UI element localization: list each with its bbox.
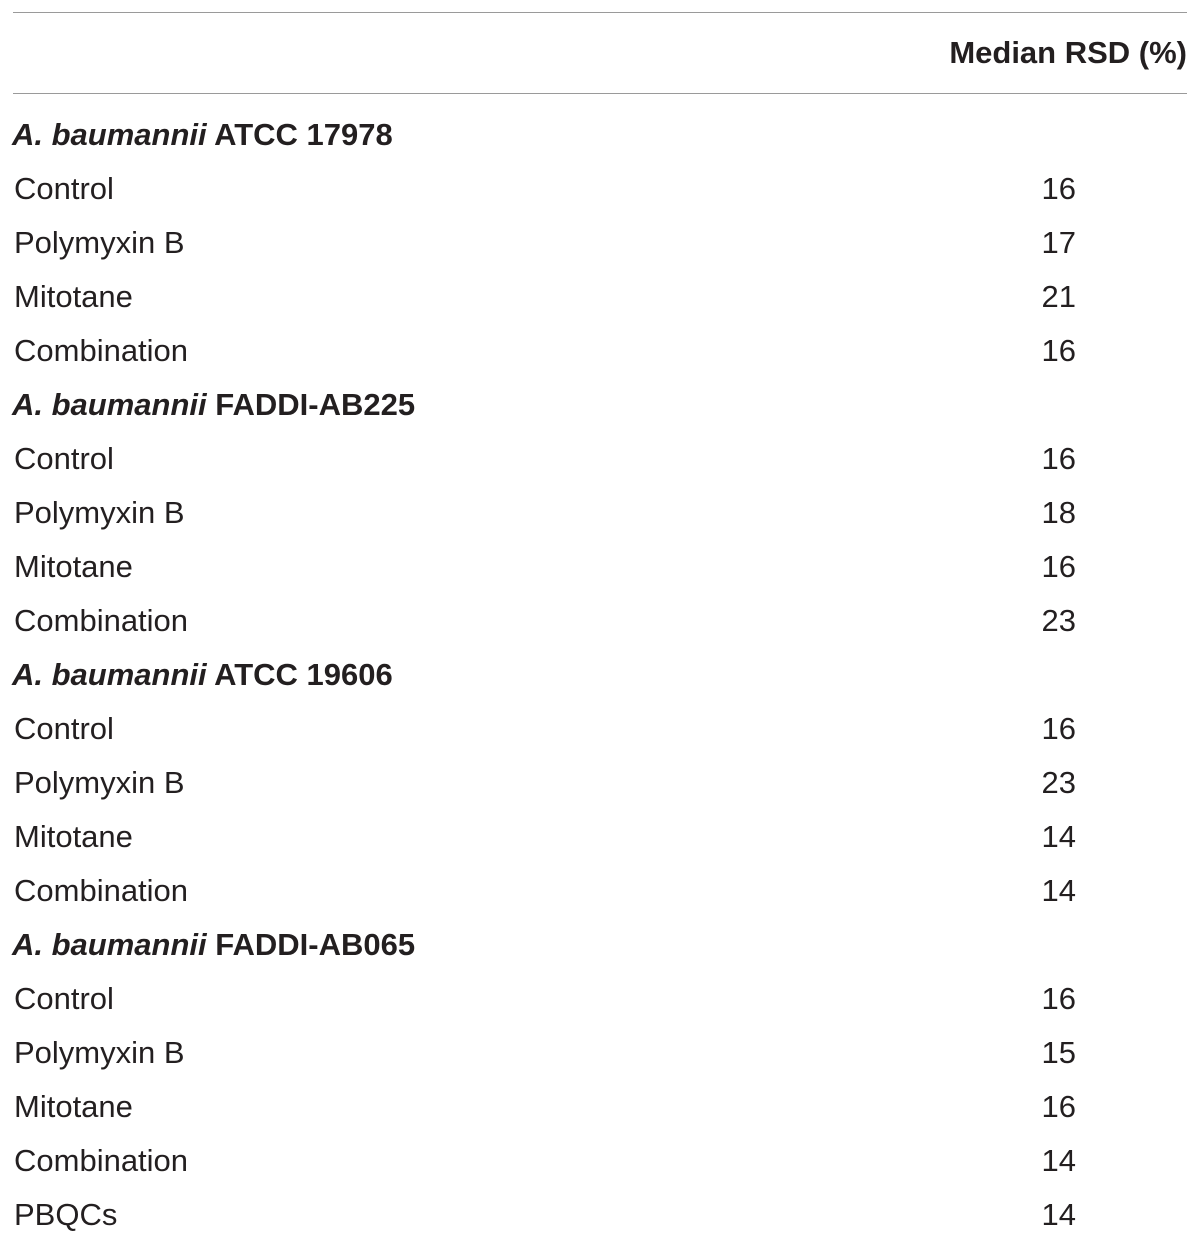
- table-row: [0, 971, 1200, 1025]
- table-top-rule: [13, 12, 1187, 13]
- table-row: [0, 1025, 1200, 1079]
- row-value: 14: [1041, 1197, 1076, 1232]
- row-label: Mitotane: [14, 819, 133, 854]
- table-header-rule: [13, 93, 1187, 94]
- row-label: Mitotane: [14, 549, 133, 584]
- row-label: Mitotane: [14, 279, 133, 314]
- table-row: [0, 863, 1200, 917]
- row-value: 16: [1041, 441, 1076, 476]
- table-row: [0, 431, 1200, 485]
- row-label: Polymyxin B: [14, 495, 185, 530]
- row-value: 14: [1041, 819, 1076, 854]
- group-label: [12, 115, 393, 155]
- species-name: A. baumannii: [12, 927, 207, 962]
- row-value: 14: [1041, 873, 1076, 908]
- group-row: [0, 377, 1200, 431]
- table-row: [0, 701, 1200, 755]
- table-row: [0, 1079, 1200, 1133]
- row-label: PBQCs: [14, 1197, 118, 1232]
- row-label: Combination: [14, 1143, 189, 1178]
- row-value: 16: [1041, 171, 1076, 206]
- row-label: Polymyxin B: [14, 225, 185, 260]
- species-name: A. baumannii: [12, 657, 207, 692]
- row-label: Combination: [14, 873, 189, 908]
- group-row: [0, 647, 1200, 701]
- row-value: 16: [1041, 981, 1076, 1016]
- row-label: Polymyxin B: [14, 765, 185, 800]
- table-body: [0, 107, 1200, 1241]
- table-row: [0, 161, 1200, 215]
- row-value: 16: [1041, 1089, 1076, 1124]
- table-row: [0, 323, 1200, 377]
- column-header-median-rsd: Median RSD (%): [949, 35, 1187, 70]
- group-label: [12, 385, 415, 425]
- row-value: 23: [1041, 603, 1076, 638]
- row-label: Combination: [14, 603, 189, 638]
- row-value: 23: [1041, 765, 1076, 800]
- row-value: 17: [1041, 225, 1076, 260]
- table-row: [0, 809, 1200, 863]
- strain-name: FADDI-AB225: [215, 387, 416, 422]
- group-row: [0, 107, 1200, 161]
- table-row: [0, 539, 1200, 593]
- row-value: 16: [1041, 711, 1076, 746]
- row-value: 15: [1041, 1035, 1076, 1070]
- species-name: A. baumannii: [12, 387, 207, 422]
- row-label: Control: [14, 171, 114, 206]
- row-value: 21: [1041, 279, 1076, 314]
- table-row: [0, 215, 1200, 269]
- strain-name: ATCC 19606: [214, 657, 393, 692]
- row-value: 16: [1041, 549, 1076, 584]
- row-label: Mitotane: [14, 1089, 133, 1124]
- row-value: 16: [1041, 333, 1076, 368]
- group-label: [12, 655, 393, 695]
- group-label: [12, 925, 415, 965]
- strain-name: ATCC 17978: [214, 117, 393, 152]
- row-label: Polymyxin B: [14, 1035, 185, 1070]
- strain-name: FADDI-AB065: [215, 927, 416, 962]
- table-row: [0, 1187, 1200, 1241]
- table-row: [0, 269, 1200, 323]
- table-row: [0, 593, 1200, 647]
- row-label: Control: [14, 711, 114, 746]
- row-label: Control: [14, 981, 114, 1016]
- species-name: A. baumannii: [12, 117, 207, 152]
- table-row: [0, 485, 1200, 539]
- table-row: [0, 1133, 1200, 1187]
- row-label: Control: [14, 441, 114, 476]
- row-value: 14: [1041, 1143, 1076, 1178]
- table-row: [0, 755, 1200, 809]
- row-label: Combination: [14, 333, 189, 368]
- group-row: [0, 917, 1200, 971]
- row-value: 18: [1041, 495, 1076, 530]
